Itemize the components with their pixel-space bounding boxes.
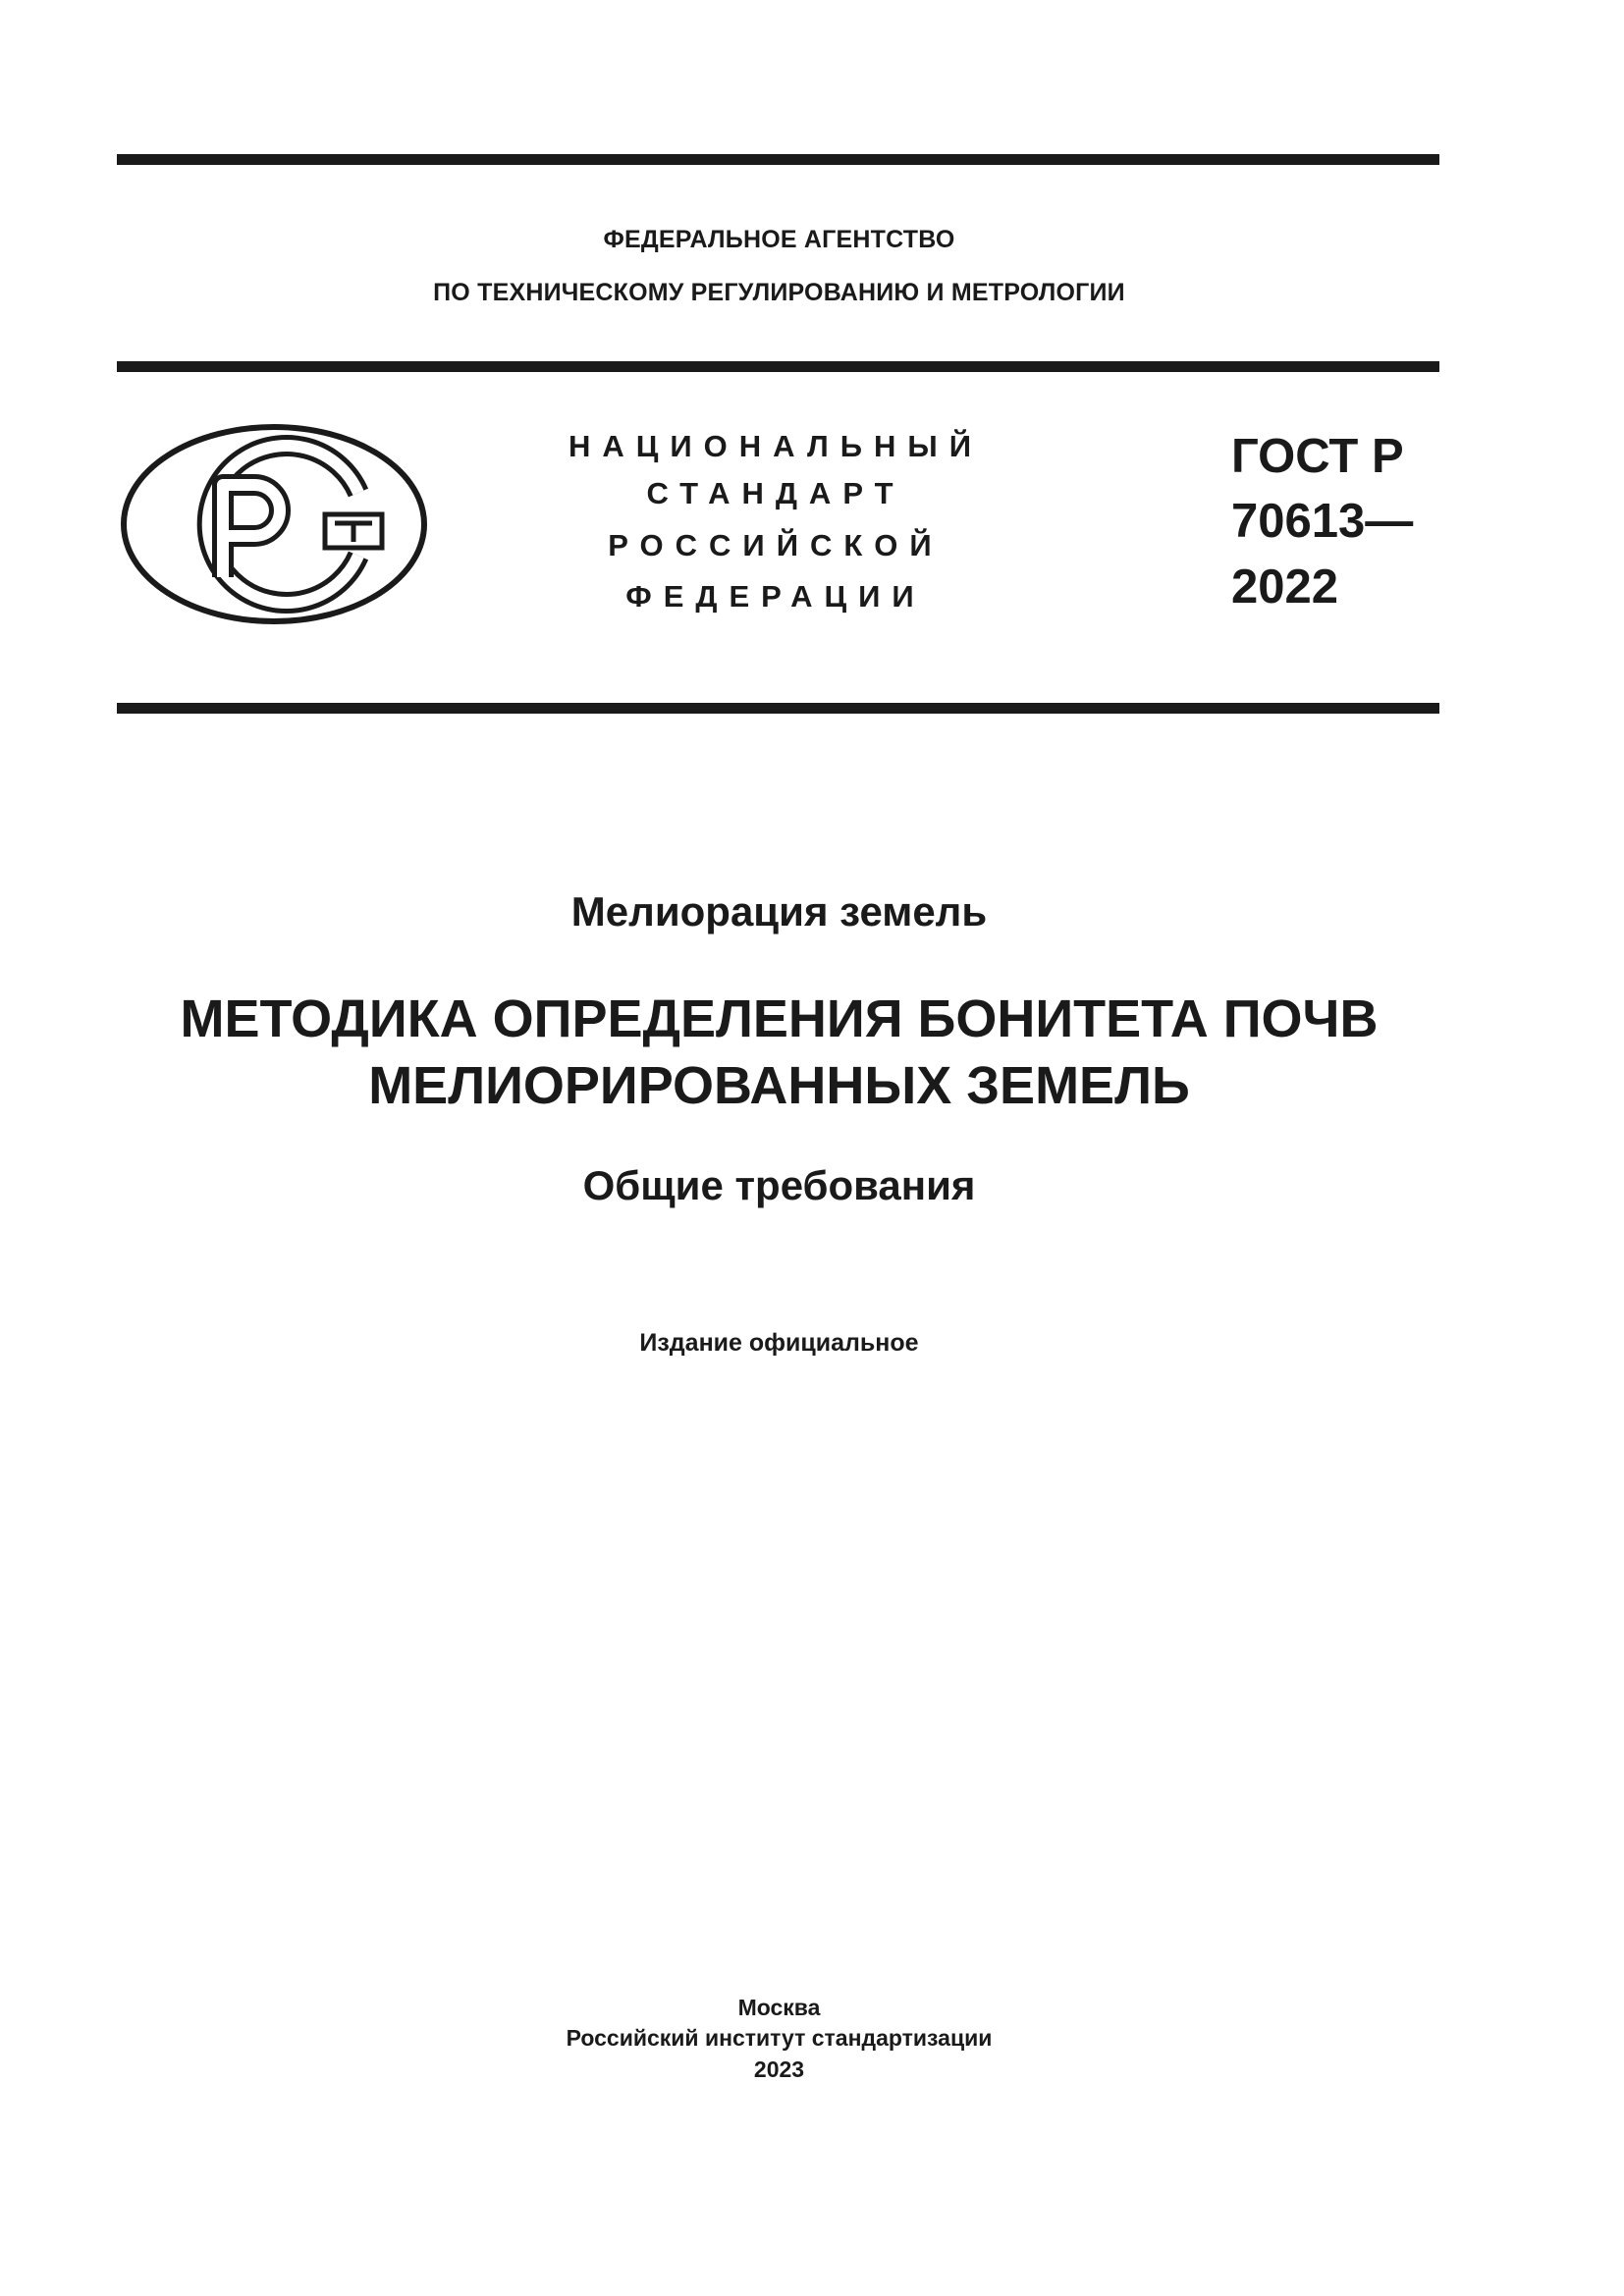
rst-certification-logo-icon: [117, 420, 431, 628]
edition-note: Издание официальное: [639, 1329, 919, 1357]
national-standard-line-2: СТАНДАРТ: [646, 476, 905, 510]
standard-designation-line-1: ГОСТ Р: [1231, 430, 1404, 483]
imprint-publisher: Российский институт стандартизации: [566, 2025, 993, 2051]
national-standard-line-3: РОССИЙСКОЙ: [608, 528, 944, 562]
agency-line-2: ПО ТЕХНИЧЕСКОМУ РЕГУЛИРОВАНИЮ И МЕТРОЛОГИИ: [433, 279, 1125, 306]
national-standard-line-1: НАЦИОНАЛЬНЫЙ: [568, 429, 984, 463]
document-subject: Мелиорация земель: [570, 888, 988, 934]
header-bottom-divider: [117, 703, 1439, 714]
imprint-year: 2023: [753, 2056, 805, 2082]
document-title-line-2: МЕЛИОРИРОВАННЫХ ЗЕМЕЛЬ: [368, 1056, 1190, 1115]
imprint-city: Москва: [737, 1995, 821, 2020]
agency-line-1: ФЕДЕРАЛЬНОЕ АГЕНТСТВО: [603, 226, 955, 253]
document-subtitle: Общие требования: [582, 1162, 976, 1208]
header-divider: [117, 361, 1439, 372]
standard-designation-line-2: 70613—: [1231, 495, 1414, 548]
standard-designation-line-3: 2022: [1231, 561, 1339, 614]
document-title-line-1: МЕТОДИКА ОПРЕДЕЛЕНИЯ БОНИТЕТА ПОЧВ: [180, 989, 1379, 1048]
national-standard-line-4: ФЕДЕРАЦИИ: [625, 579, 926, 614]
top-divider: [117, 154, 1439, 165]
